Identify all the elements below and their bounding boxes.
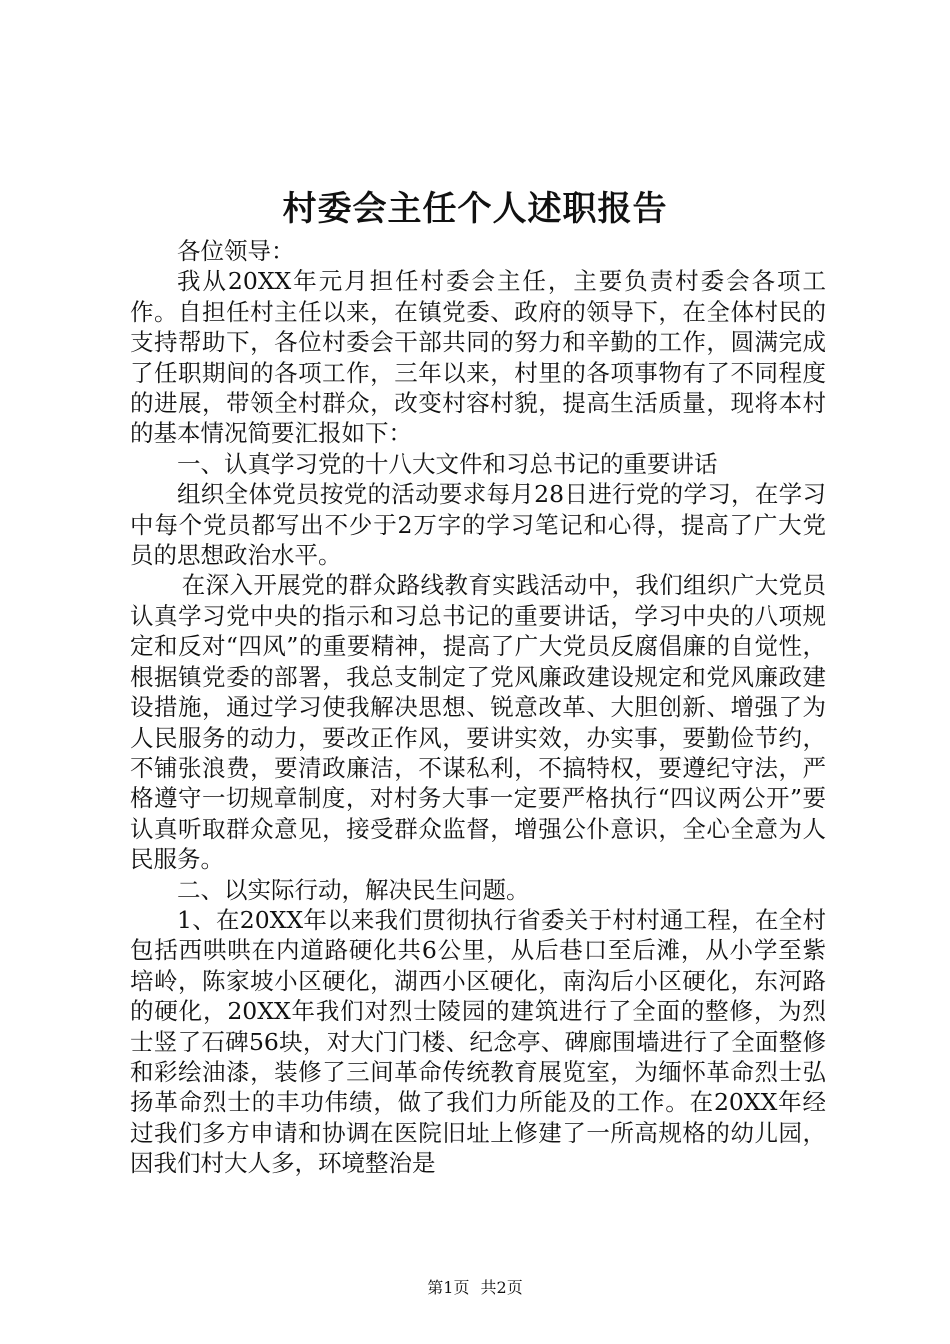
document-title: 村委会主任个人述职报告 [282, 189, 668, 229]
section-heading-1: 一、认真学习党的十八大文件和习总书记的重要讲话 [177, 449, 718, 478]
paragraph-mass-line: 在深入开展党的群众路线教育实践活动中，我们组织广大党员认真学习党中央的指示和习总书记的重要讲话，学习中央的八项规定和反对“四风”的重要精神，提高了广大党员反腐倡廉的自觉性，根据镇党委的部署，我总支制定了党风廉政建设规定和党风廉政建设措施，通过学习使我解决思想、锐意改革、大胆创新、增强了为人民服务的动力，要改正作风，要讲实效，办实事，要勤俭节约，不铺张浪费，要清政廉洁，不谋私利，不搞特权，要遵纪守法，严格遵守一切规章制度，对村务大事一定要严格执行“四议两公开”要认真听取群众意见，接受群众监督，增强公仆意识，全心全意为人民服务。 [130, 571, 826, 874]
paragraph-study: 组织全体党员按党的活动要求每月28日进行党的学习，在学习中每个党员都写出不少于2万字的学习笔记和心得，提高了广大党员的思想政治水平。 [130, 480, 826, 570]
paragraph-road-works: 1、在20XX年以来我们贯彻执行省委关于村村通工程，在全村包括西哄哄在内道路硬化共6公里，从后巷口至后滩，从小学至紫培岭，陈家坡小区硬化，湖西小区硬化，南沟后小区硬化，东河路的硬化，20XX年我们对烈士陵园的建筑进行了全面的整修，为烈士竖了石碑56块，对大门门楼、纪念亭、碑廊围墙进行了全面整修和彩绘油漆，装修了三间革命传统教育展览室，为缅怀革命烈士弘扬革命烈士的丰功伟绩，做了我们力所能及的工作。在20XX年经过我们多方申请和协调在医院旧址上修建了一所高规格的幼儿园，因我们村大人多，环境整治是 [130, 905, 826, 1178]
paragraph-intro: 我从20XX年元月担任村委会主任，主要负责村委会各项工作。自担任村主任以来，在镇党委、政府的领导下，在全体村民的支持帮助下，各位村委会干部共同的努力和辛勤的工作，圆满完成了任职期间的各项工作，三年以来，村里的各项事物有了不同程度的进展，带领全村群众，改变村容村貌，提高生活质量，现将本村的基本情况简要汇报如下： [130, 267, 826, 448]
salutation: 各位领导： [177, 237, 295, 265]
document-body [130, 236, 826, 1179]
section-heading-2: 二、以实际行动，解决民生问题。 [177, 875, 530, 904]
page-number-footer: 第1页 共2页 [427, 1278, 523, 1297]
